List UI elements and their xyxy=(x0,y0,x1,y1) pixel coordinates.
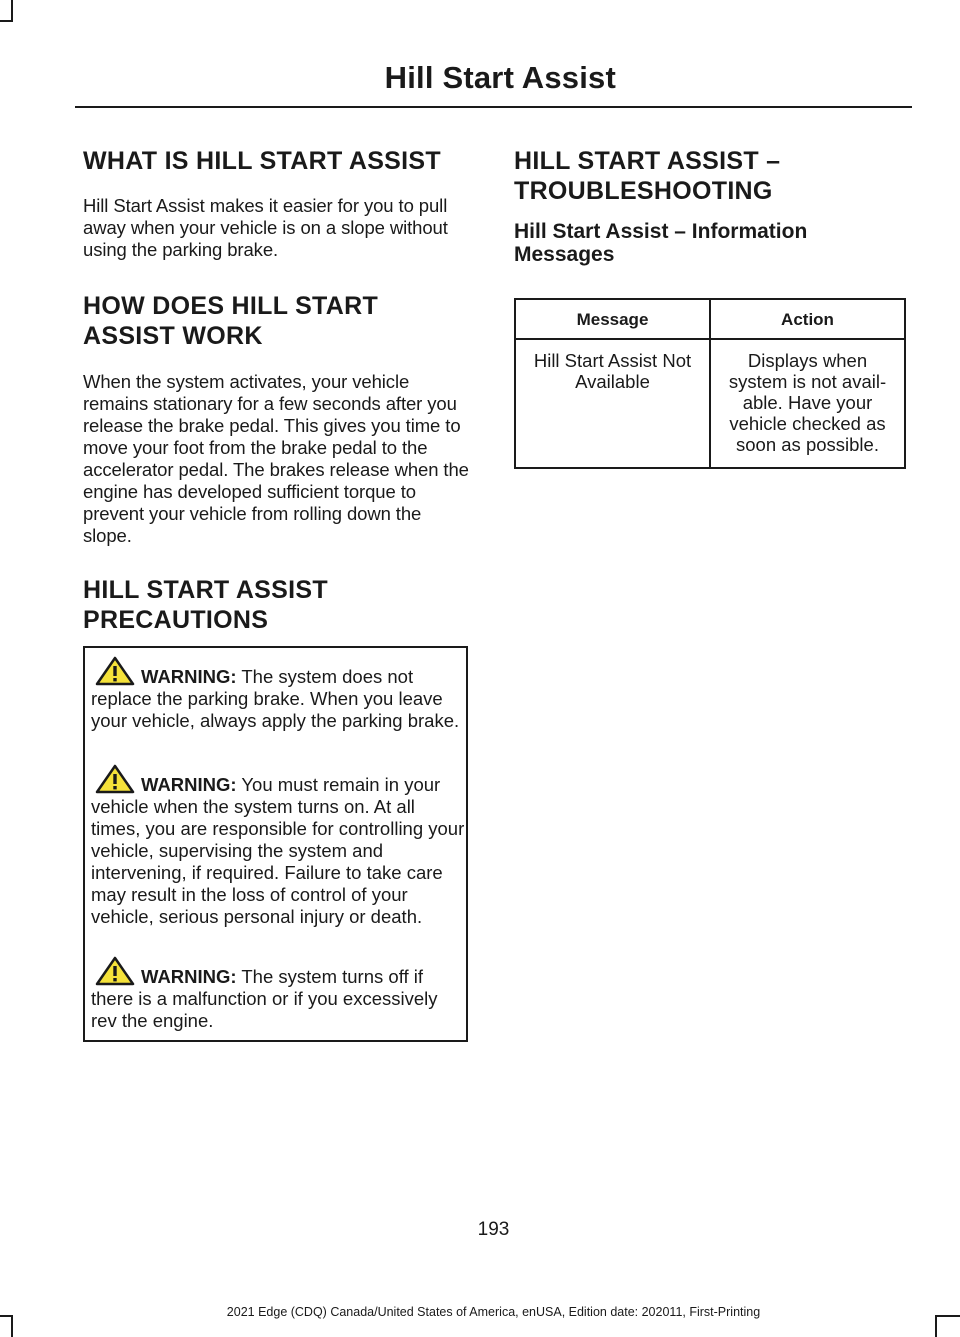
warning-triangle-icon xyxy=(95,956,135,986)
section-heading-troubleshooting-line2: TROUBLESHOOTING xyxy=(514,177,773,205)
section-heading-what: WHAT IS HILL START ASSIST xyxy=(83,147,441,175)
section-heading-troubleshooting-line1: HILL START ASSIST – xyxy=(514,147,781,175)
column-header-action: Action xyxy=(710,299,905,339)
warning-text: The system turns off if there is a malfunction or if you excessively rev the engine. xyxy=(91,966,438,1031)
warning-label: WARNING: xyxy=(141,966,237,987)
warning-text: You must remain in your vehicle when the system turns on. At all times, you are responsible for controlling your vehicle, supervising the system and intervening, if required. Failure to take care may result in the loss of control of your vehicle, serious personal injury or death. xyxy=(91,774,465,927)
warning-item xyxy=(91,656,467,732)
subsection-heading-messages: Hill Start Assist – Information Messages xyxy=(514,220,808,266)
left-column xyxy=(83,146,475,635)
table-cell-action: Displays when system is not avail-able. Have your vehicle checked as soon as possible. xyxy=(710,339,905,468)
section-body-what: Hill Start Assist makes it easier for you to pull away when your vehicle is on a slope without using the parking brake. xyxy=(83,195,448,260)
section-heading-precautions-line1: HILL START ASSIST xyxy=(83,576,328,604)
information-messages-table xyxy=(514,298,906,469)
column-header-message: Message xyxy=(515,299,710,339)
warning-item xyxy=(91,764,467,928)
page-header-title: Hill Start Assist xyxy=(384,60,616,95)
right-column xyxy=(514,146,906,266)
page-footer: 2021 Edge (CDQ) Canada/United States of America, enUSA, Edition date: 202011, First-Printing xyxy=(226,1305,761,1319)
warning-box xyxy=(83,646,468,1042)
table-row xyxy=(515,339,905,468)
section-heading-how-line1: HOW DOES HILL START xyxy=(83,292,379,320)
table-cell-message: Hill Start Assist Not Available xyxy=(515,339,710,468)
warning-label: WARNING: xyxy=(141,666,237,687)
crop-mark xyxy=(0,20,13,22)
section-body-how: When the system activates, your vehicle remains stationary for a few seconds after you release the brake pedal. This gives you time to move your foot from the brake pedal to the accelerator pedal. The brakes release when the engine has developed sufficient torque to prevent your vehicle from rolling down the slope. xyxy=(83,371,469,546)
table-header-row xyxy=(515,299,905,339)
warning-item xyxy=(91,956,467,1032)
warning-triangle-icon xyxy=(95,764,135,794)
page-number: 193 xyxy=(477,1219,510,1240)
warning-triangle-icon xyxy=(95,656,135,686)
header-divider xyxy=(75,106,912,108)
section-heading-how-line2: ASSIST WORK xyxy=(83,322,263,350)
section-heading-precautions-line2: PRECAUTIONS xyxy=(83,606,269,634)
crop-mark xyxy=(11,0,13,22)
warning-text: The system does not replace the parking brake. When you leave your vehicle, always apply the parking brake. xyxy=(91,666,460,731)
warning-label: WARNING: xyxy=(141,774,237,795)
